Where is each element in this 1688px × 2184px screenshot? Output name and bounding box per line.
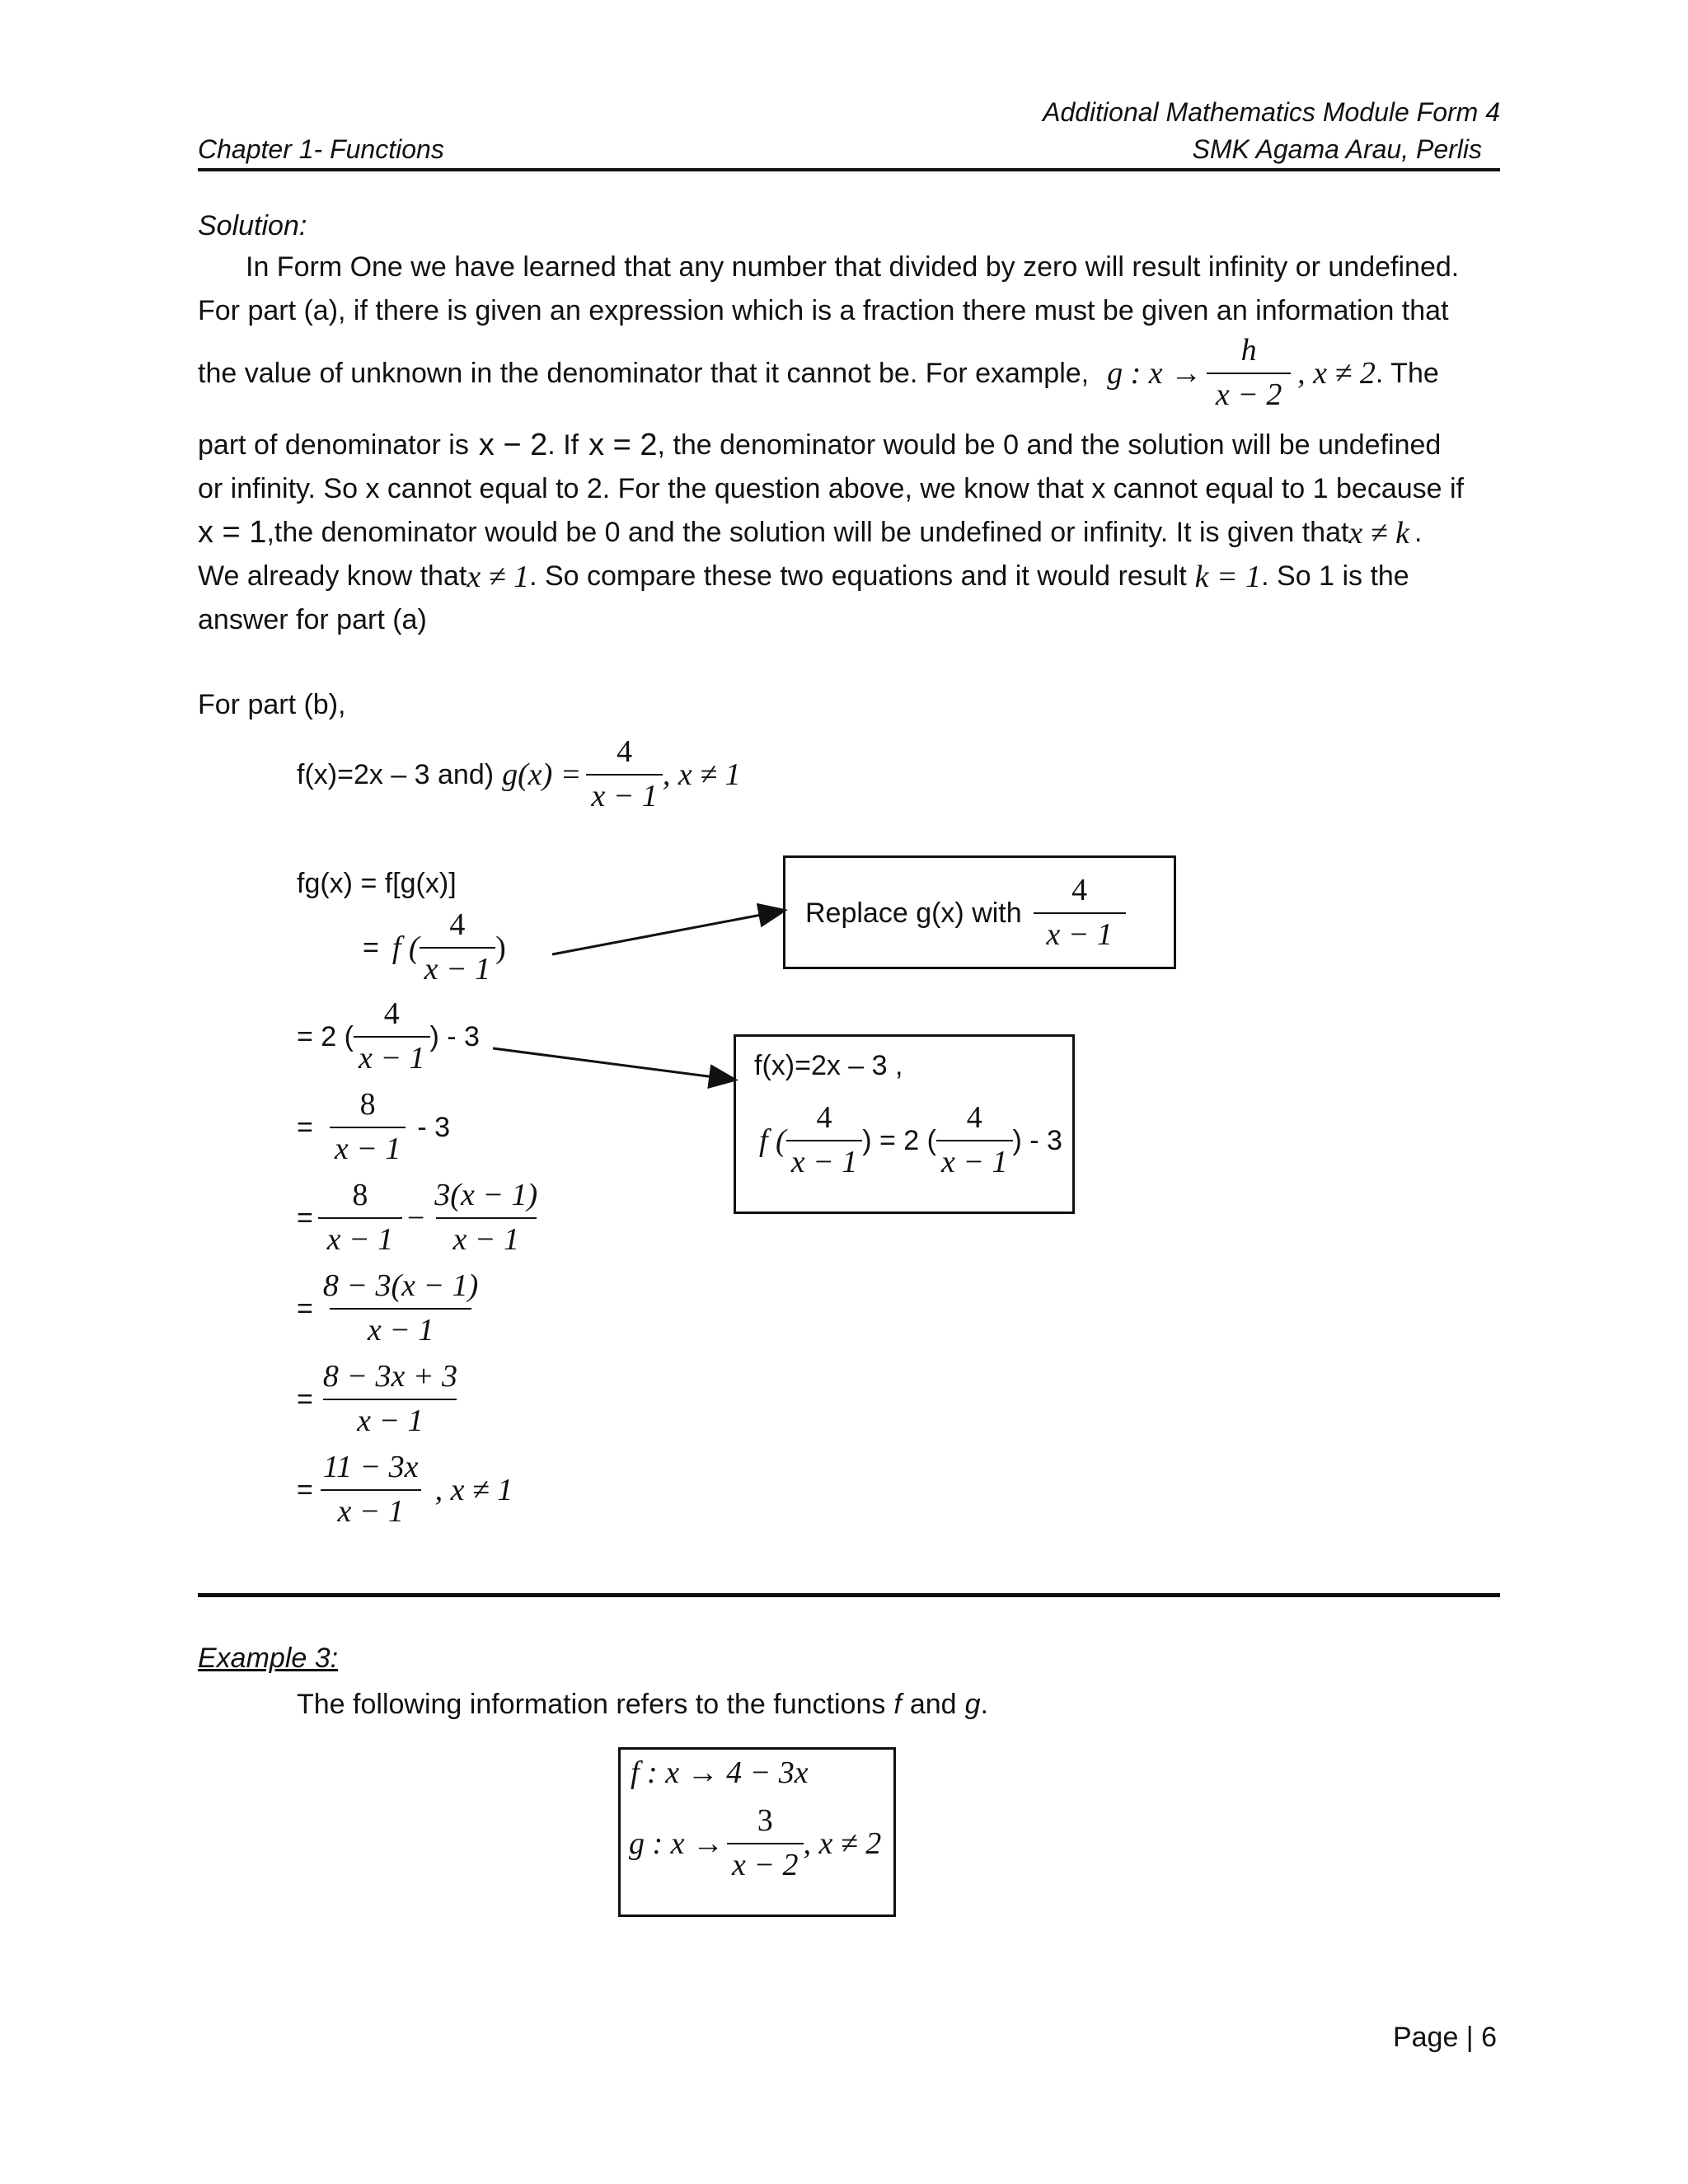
math-fraction bbox=[318, 1178, 402, 1258]
page-number: Page | 6 bbox=[1392, 2022, 1497, 2053]
solution-text: We already know that bbox=[198, 560, 467, 592]
step-f: f ( bbox=[392, 930, 420, 965]
note-mid: ) = 2 ( bbox=[862, 1124, 936, 1156]
fraction-denominator: x − 1 bbox=[323, 1399, 457, 1440]
note-replace-content bbox=[805, 868, 1126, 958]
fraction-numerator: 4 bbox=[1071, 873, 1088, 908]
solution-line-1 bbox=[246, 246, 1459, 289]
math-expression: x ≠ 1 bbox=[467, 559, 530, 594]
math-fraction bbox=[354, 996, 430, 1076]
fraction-denominator: x − 1 bbox=[330, 1308, 471, 1349]
solution-line-5 bbox=[198, 467, 1464, 511]
solution-line-3 bbox=[198, 333, 1439, 412]
example-3-heading: Example 3: bbox=[198, 1643, 339, 1674]
note-end: ) - 3 bbox=[1012, 1124, 1062, 1156]
fraction-denominator: x − 1 bbox=[786, 1140, 863, 1181]
fraction-numerator: 4 bbox=[383, 996, 400, 1032]
fraction-denominator: x − 2 bbox=[1207, 373, 1291, 414]
part-b-heading: For part (b), bbox=[198, 689, 346, 720]
step-4 bbox=[297, 1177, 542, 1259]
arrow-to-step-1 bbox=[552, 911, 783, 954]
note-replace-text: Replace g(x) with bbox=[805, 897, 1022, 929]
fraction-denominator: x − 1 bbox=[321, 1489, 421, 1530]
math-fraction bbox=[318, 1450, 424, 1530]
fraction-numerator: 4 bbox=[617, 734, 633, 770]
solution-text: , the denominator would be 0 and the solution will be undefined bbox=[657, 429, 1442, 461]
solution-line-8 bbox=[198, 598, 427, 642]
solution-text: For part (a), if there is given an expression which is a fraction there must be given an information that bbox=[198, 295, 1449, 326]
solution-line-6 bbox=[198, 511, 1422, 555]
solution-text: . If bbox=[547, 429, 579, 461]
f-definition: f : x → 4 − 3x bbox=[631, 1755, 809, 1790]
example-intro-f: f bbox=[893, 1688, 902, 1720]
example-intro-g: g bbox=[964, 1688, 981, 1720]
given-g-condition: , x ≠ 1 bbox=[662, 757, 741, 792]
solution-heading: Solution: bbox=[198, 210, 307, 241]
step-suffix: - 3 bbox=[417, 1111, 451, 1143]
fraction-denominator: x − 2 bbox=[727, 1843, 804, 1884]
solution-text: . So compare these two equations and it would result bbox=[529, 560, 1187, 592]
note-box-replace bbox=[783, 855, 1176, 969]
example-intro-end: . bbox=[980, 1688, 988, 1720]
note-box-definition bbox=[734, 1034, 1075, 1214]
solution-text: ,the denominator would be 0 and the solution will be undefined or infinity. It is given that bbox=[266, 517, 1349, 548]
function-definition-box bbox=[618, 1747, 896, 1917]
fraction-denominator: x − 1 bbox=[318, 1217, 402, 1258]
fraction-numerator: 3(x − 1) bbox=[434, 1178, 538, 1213]
fraction-denominator: x − 1 bbox=[936, 1140, 1013, 1181]
math-fraction bbox=[1034, 873, 1126, 953]
solution-text: or infinity. So x cannot equal to 2. For the question above, we know that x cannot equal to 1 because if bbox=[198, 473, 1464, 504]
step-condition: , x ≠ 1 bbox=[434, 1473, 513, 1507]
step-close: ) bbox=[495, 930, 506, 965]
step-minus: − bbox=[406, 1201, 425, 1235]
math-fraction bbox=[936, 1100, 1013, 1180]
step-1 bbox=[363, 907, 506, 989]
step-7 bbox=[297, 1449, 513, 1531]
math-fraction bbox=[318, 1359, 462, 1439]
header-school: SMK Agama Arau, Perlis bbox=[1192, 134, 1482, 164]
example-3-intro bbox=[297, 1684, 988, 1725]
fraction-numerator: 8 bbox=[352, 1178, 368, 1213]
note-substitution bbox=[759, 1099, 1062, 1182]
fraction-denominator: x − 1 bbox=[420, 947, 496, 988]
solution-text: In Form One we have learned that any number that divided by zero will result infinity or undefined. bbox=[246, 251, 1460, 283]
section-rule bbox=[198, 1593, 1500, 1597]
arrow-to-step-2 bbox=[493, 1048, 734, 1080]
g-map: g : x → bbox=[629, 1826, 724, 1861]
given-f: f(x)=2x – 3 and) bbox=[297, 758, 495, 790]
header-chapter: Chapter 1- Functions bbox=[198, 134, 444, 164]
math-g-map: g : x → bbox=[1107, 356, 1203, 391]
step-3 bbox=[297, 1086, 450, 1169]
note-f: f ( bbox=[759, 1123, 786, 1158]
step-equals: = bbox=[297, 1383, 313, 1415]
step-0: fg(x) = f[g(x)] bbox=[297, 868, 457, 899]
math-fraction bbox=[1207, 333, 1291, 413]
step-5 bbox=[297, 1268, 483, 1350]
fraction-numerator: 8 − 3x + 3 bbox=[322, 1359, 458, 1394]
fraction-denominator: x − 1 bbox=[354, 1036, 430, 1077]
fraction-denominator: x − 1 bbox=[586, 774, 663, 815]
math-condition: , x ≠ 2 bbox=[1297, 356, 1376, 391]
header-module-title: Additional Mathematics Module Form 4 bbox=[1043, 97, 1500, 127]
g-definition bbox=[629, 1802, 881, 1885]
solution-text: answer for part (a) bbox=[198, 604, 427, 635]
solution-line-7 bbox=[198, 555, 1409, 598]
math-fraction bbox=[318, 1268, 483, 1348]
note-f-text: f(x)=2x – 3 , bbox=[754, 1050, 903, 1081]
fraction-numerator: 4 bbox=[816, 1100, 832, 1136]
step-equals: = bbox=[297, 1202, 313, 1234]
step-2 bbox=[297, 996, 480, 1078]
step-equals: = bbox=[297, 1474, 313, 1506]
solution-text: part of denominator is bbox=[198, 429, 469, 461]
solution-text: the value of unknown in the denominator that it cannot be. For example, bbox=[198, 357, 1090, 389]
solution-line-4 bbox=[198, 424, 1441, 467]
math-fraction bbox=[586, 734, 663, 814]
fraction-numerator: 4 bbox=[966, 1100, 982, 1136]
math-expression: x = 2 bbox=[588, 428, 658, 462]
step-equals: = bbox=[297, 1111, 313, 1143]
step-equals: = bbox=[363, 931, 379, 963]
example-intro-text: The following information refers to the functions bbox=[297, 1688, 886, 1720]
fraction-numerator: 8 bbox=[359, 1087, 376, 1122]
solution-text: . The bbox=[1375, 357, 1439, 389]
given-g-lhs: g(x) = bbox=[502, 757, 582, 792]
step-equals: = bbox=[297, 1292, 313, 1324]
fraction-denominator: x − 1 bbox=[330, 1127, 406, 1168]
header-rule bbox=[198, 168, 1500, 171]
solution-line-2 bbox=[198, 289, 1449, 333]
math-expression: x ≠ k bbox=[1348, 515, 1410, 551]
step-6 bbox=[297, 1358, 462, 1441]
math-fraction bbox=[420, 907, 496, 987]
step-suffix: ) - 3 bbox=[429, 1020, 480, 1052]
step-prefix: = 2 ( bbox=[297, 1020, 354, 1052]
math-fraction bbox=[727, 1803, 804, 1883]
solution-text: . bbox=[1414, 517, 1423, 548]
note-f-definition bbox=[754, 1050, 903, 1082]
g-condition: , x ≠ 2 bbox=[803, 1826, 882, 1861]
fraction-numerator: 3 bbox=[757, 1803, 773, 1839]
fraction-numerator: 11 − 3x bbox=[322, 1450, 419, 1485]
solution-text: . So 1 is the bbox=[1261, 560, 1409, 592]
example-intro-and: and bbox=[909, 1688, 957, 1720]
math-fraction bbox=[330, 1087, 406, 1167]
math-expression: x = 1 bbox=[198, 515, 267, 550]
fraction-denominator: x − 1 bbox=[436, 1217, 537, 1258]
math-fraction bbox=[786, 1100, 863, 1180]
math-fraction bbox=[429, 1178, 542, 1258]
given-functions bbox=[297, 733, 741, 816]
fraction-numerator: h bbox=[1240, 333, 1257, 368]
fraction-denominator: x − 1 bbox=[1034, 912, 1126, 954]
math-expression: x − 2 bbox=[478, 428, 548, 462]
math-expression: k = 1 bbox=[1194, 559, 1262, 594]
fraction-numerator: 4 bbox=[449, 907, 466, 943]
fraction-numerator: 8 − 3(x − 1) bbox=[322, 1268, 479, 1304]
